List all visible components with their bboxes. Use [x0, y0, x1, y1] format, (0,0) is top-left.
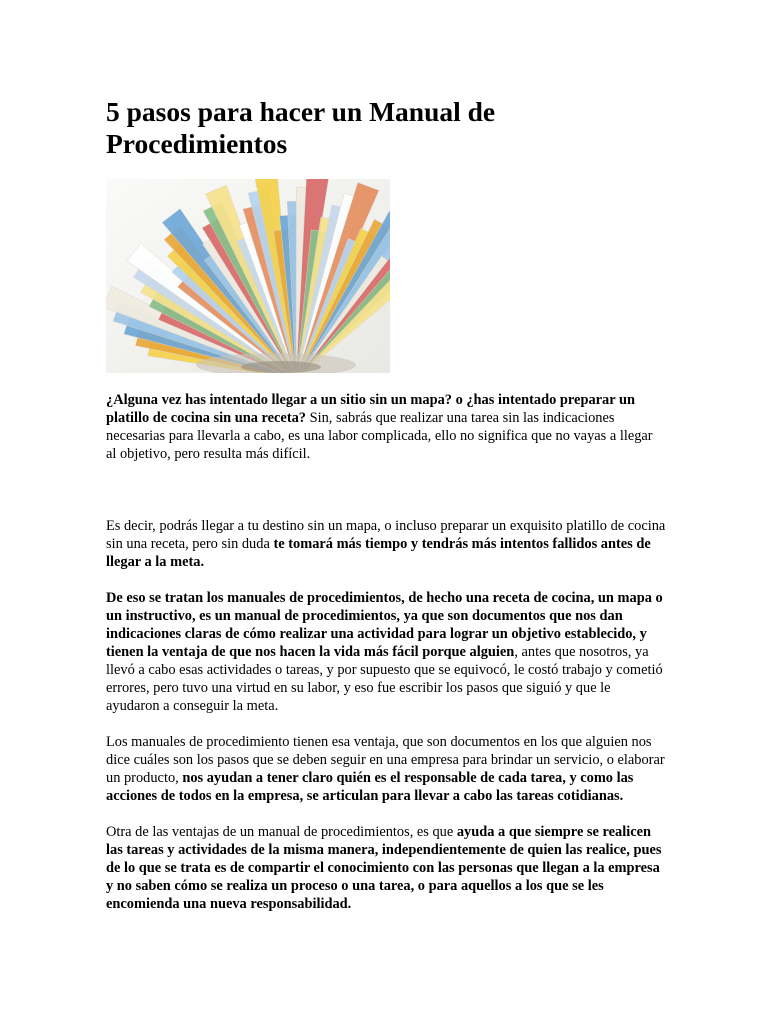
paragraph-4: Los manuales de procedimiento tienen esa ventaja, que son documentos en los que alguien nos dice cuáles son los pasos que se deben seguir en una empresa para brindar un servicio, o elaborar un producto, nos ayudan a tener claro quién es el responsable de cada tarea, y como las acciones de todos en la empresa, se articulan para llevar a cabo las tareas cotidianas.: [106, 734, 665, 804]
paragraph-2: Es decir, podrás llegar a tu destino sin un mapa, o incluso preparar un exquisito platillo de cocina sin una receta, pero sin duda te tomará más tiempo y tendrás más intentos fallidos antes de llegar a la meta.: [106, 518, 666, 570]
paragraph-3: De eso se tratan los manuales de procedimientos, de hecho una receta de cocina, un mapa o un instructivo, es un manual de procedimientos, ya que son documentos que nos dan indicaciones claras de cómo realizar una actividad para lograr un objetivo establecido, y tienen la ventaja de que nos hacen la vida más fácil porque alguien, antes que nosotros, ya llevó a cabo esas actividades o tareas, y por supuesto que se equivocó, le costó trabajo y cometió errores, pero tuvo una virtud en su labor, y eso fue escribir los pasos que siguió y que le ayudaron a conseguir la meta.: [106, 590, 663, 714]
document-page: [106, 96, 666, 913]
binder-pages-icon: [106, 179, 390, 373]
document-title: 5 pasos para hacer un Manual de Procedimientos: [106, 96, 496, 159]
paragraph-5: Otra de las ventajas de un manual de procedimientos, es que ayuda a que siempre se realicen las tareas y actividades de la misma manera, independientemente de quien las realice, pues de lo que se trata es de compartir el conocimiento con las personas que llegan a la empresa y no saben cómo se realiza un proceso o una tarea, o para aquellos a los que se les encomienda una nueva responsabilidad.: [106, 824, 662, 912]
binder-pages-image: [106, 179, 390, 373]
paragraph-1: ¿Alguna vez has intentado llegar a un sitio sin un mapa? o ¿has intentado preparar un platillo de cocina sin una receta? Sin, sabrás que realizar una tarea sin las indicaciones necesarias para llevarla a cabo, es una labor complicada, ello no significa que no vayas a llegar al objetivo, pero resulta más difícil.: [106, 392, 653, 462]
